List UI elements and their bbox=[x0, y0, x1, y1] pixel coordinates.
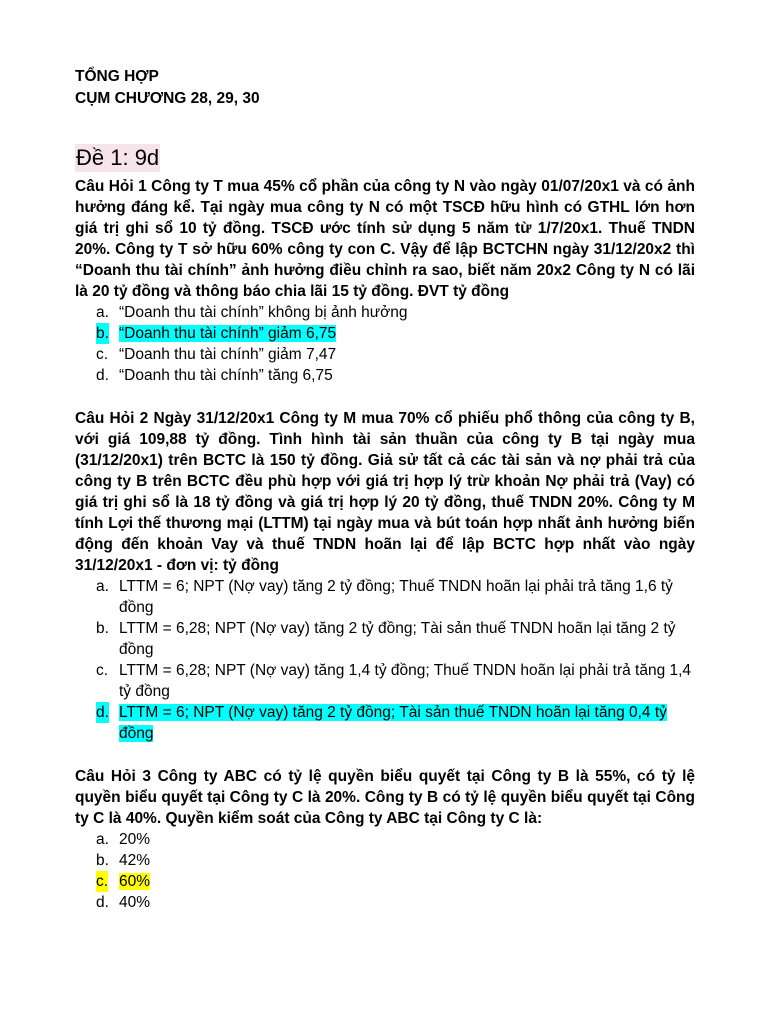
option-text: “Doanh thu tài chính” giảm 7,47 bbox=[119, 346, 337, 363]
option-b bbox=[75, 618, 695, 660]
question-text: Câu Hỏi 3 Công ty ABC có tỷ lệ quyền biểu quyết tại Công ty B là 55%, có tỷ lệ quyền biểu quyết tại Công ty C là 20%. Công ty B có tỷ lệ quyền biểu quyết tại Công ty C là 40%. Quyền kiểm soát của Công ty ABC tại Công ty C là: bbox=[75, 768, 695, 827]
option-c bbox=[75, 660, 695, 702]
option-letter: c. bbox=[96, 873, 109, 890]
question-block-3 bbox=[75, 766, 695, 913]
option-text: LTTM = 6,28; NPT (Nợ vay) tăng 2 tỷ đồng; Tài sản thuế TNDN hoãn lại tăng 2 tỷ đồng bbox=[119, 620, 676, 658]
option-list bbox=[75, 576, 695, 744]
option-letter: c. bbox=[96, 662, 109, 679]
question-text: Câu Hỏi 1 Công ty T mua 45% cổ phần của công ty N vào ngày 01/07/20x1 và có ảnh hưởng đáng kể. Tại ngày mua công ty N có một TSCĐ hữu hình có GTHL lớn hơn giá trị ghi sổ 10 tỷ đồng. TSCĐ ước tính sử dụng 5 năm từ 1/7/20x1. Thuế TNDN 20%. Công ty T sở hữu 60% công ty con C. Vậy để lập BCTCHN ngày 31/12/20x2 thì “Doanh thu tài chính” ảnh hưởng điều chỉnh ra sao, biết năm 20x2 Công ty N có lãi là 20 tỷ đồng và thông báo chia lãi 15 tỷ đồng. ĐVT tỷ đồng bbox=[75, 178, 695, 300]
option-c bbox=[75, 344, 695, 365]
option-b-highlighted-answer bbox=[75, 323, 695, 344]
option-d-highlighted-answer bbox=[75, 702, 695, 744]
option-list bbox=[75, 829, 695, 913]
option-a bbox=[75, 829, 695, 850]
option-letter: c. bbox=[96, 346, 109, 363]
option-c-highlighted-answer bbox=[75, 871, 695, 892]
option-text: “Doanh thu tài chính” tăng 6,75 bbox=[119, 367, 333, 384]
option-d bbox=[75, 365, 695, 386]
option-text: 40% bbox=[119, 894, 151, 911]
option-letter: d. bbox=[96, 894, 109, 911]
option-letter: a. bbox=[96, 831, 109, 848]
option-d bbox=[75, 892, 695, 913]
option-b bbox=[75, 850, 695, 871]
option-letter: a. bbox=[96, 578, 109, 595]
option-letter: d. bbox=[96, 367, 109, 384]
option-list bbox=[75, 302, 695, 386]
option-text: “Doanh thu tài chính” giảm 6,75 bbox=[119, 325, 337, 342]
exam-title: Đề 1: 9d bbox=[76, 145, 160, 170]
option-text: “Doanh thu tài chính” không bị ảnh hưởng bbox=[119, 304, 408, 321]
option-text: LTTM = 6; NPT (Nợ vay) tăng 2 tỷ đồng; Tài sản thuế TNDN hoãn lại tăng 0,4 tỷ đồng bbox=[119, 704, 667, 742]
question-block-1 bbox=[75, 176, 695, 386]
question-block-2 bbox=[75, 408, 695, 744]
exam-heading bbox=[75, 144, 695, 172]
option-text: 42% bbox=[119, 852, 151, 869]
option-a bbox=[75, 576, 695, 618]
option-text: 20% bbox=[119, 831, 151, 848]
option-text: 60% bbox=[119, 873, 151, 890]
option-letter: b. bbox=[96, 620, 109, 637]
option-a bbox=[75, 302, 695, 323]
option-text: LTTM = 6,28; NPT (Nợ vay) tăng 1,4 tỷ đồng; Thuế TNDN hoãn lại phải trả tăng 1,4 tỷ đồng bbox=[119, 662, 692, 700]
doc-title-line1: TỔNG HỢP bbox=[75, 68, 159, 85]
option-letter: d. bbox=[96, 704, 109, 721]
doc-title-line2: CỤM CHƯƠNG 28, 29, 30 bbox=[75, 90, 260, 107]
document-page bbox=[75, 66, 695, 913]
option-letter: a. bbox=[96, 304, 109, 321]
question-text: Câu Hỏi 2 Ngày 31/12/20x1 Công ty M mua 70% cổ phiếu phổ thông của công ty B, với giá 109,88 tỷ đồng. Tình hình tài sản thuần của công ty B tại ngày mua (31/12/20x1) trên BCTC là 150 tỷ đồng. Giả sử tất cả các tài sản và nợ phải trả của công ty B trên BCTC đều phù hợp với giá trị hợp lý trừ khoản Nợ phải trả (Vay) có giá trị ghi sổ là 18 tỷ đồng và giá trị hợp lý 20 tỷ đồng, thuế TNDN 20%. Công ty M tính Lợi thế thương mại (LTTM) tại ngày mua và bút toán hợp nhất ảnh hưởng biến động đến khoản Vay và thuế TNDN hoãn lại để lập BCTC hợp nhất vào ngày 31/12/20x1 - đơn vị: tỷ đồng bbox=[75, 410, 695, 574]
option-text: LTTM = 6; NPT (Nợ vay) tăng 2 tỷ đồng; Thuế TNDN hoãn lại phải trả tăng 1,6 tỷ đồng bbox=[119, 578, 673, 616]
option-letter: b. bbox=[96, 852, 109, 869]
option-letter: b. bbox=[96, 325, 109, 342]
